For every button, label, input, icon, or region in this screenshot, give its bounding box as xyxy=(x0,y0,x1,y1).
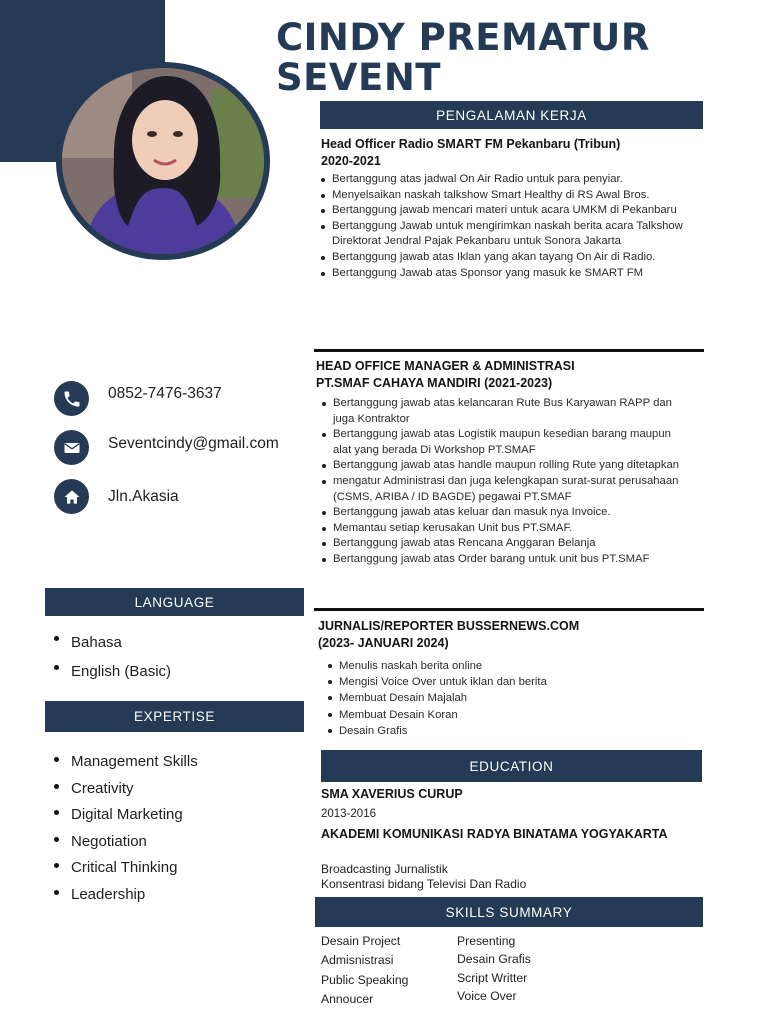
job-1-title: Head Officer Radio SMART FM Pekanbaru (Tribun) xyxy=(321,137,621,151)
list-item: Bertanggung jawab atas Iklan yang akan tayang On Air di Radio. xyxy=(319,250,699,266)
list-item: Admisnistrasi xyxy=(321,953,394,968)
experience-section-header: PENGALAMAN KERJA xyxy=(320,101,703,129)
list-item: Public Speaking xyxy=(321,972,409,987)
school-1-years: 2013-2016 xyxy=(321,808,376,820)
job-1-heading xyxy=(321,136,711,170)
list-item: Bertanggung Jawab atas Sponsor yang masuk ke SMART FM xyxy=(319,266,699,282)
skills-section-header: SKILLS SUMMARY xyxy=(315,897,703,927)
email-icon xyxy=(54,430,89,465)
list-item: Bahasa xyxy=(52,628,171,657)
list-item: Bertanggung jawab atas kelancaran Rute Bus Karyawan RAPP dan juga Kontraktor xyxy=(320,396,692,427)
home-icon xyxy=(54,479,89,514)
job-3-title: JURNALIS/REPORTER BUSSERNEWS.COM xyxy=(318,619,580,633)
list-item: Bertanggung Jawab untuk mengirimkan naskah berita acara Talkshow Direktorat Jendral Pajak Pekanbaru untuk Sonora Jakarta xyxy=(319,219,699,250)
list-item: Annoucer xyxy=(321,991,374,1006)
phone-number: 0852-7476-3637 xyxy=(108,385,222,402)
list-item: Negotiation xyxy=(52,829,198,856)
list-item: mengatur Administrasi dan juga kelengkapan surat-surat perusahaan (CSMS, ARIBA / ID BAGDE) pegawai PT.SMAF xyxy=(320,474,692,505)
list-item: Bertanggung jawab atas Logistik maupun kesedian barang maupun alat yang berada Di Workshop PT.SMAF xyxy=(320,427,692,458)
job-3-period: (2023- JANUARI 2024) xyxy=(318,636,449,650)
job-2-title: HEAD OFFICE MANAGER & ADMINISTRASI xyxy=(316,359,575,373)
school-2-program: Broadcasting Jurnalistik xyxy=(321,862,448,876)
skills-column-1 xyxy=(321,932,408,1009)
list-item: Membuat Desain Koran xyxy=(326,707,696,723)
job-3-duties xyxy=(326,658,696,739)
list-item: Bertanggung jawab atas Order barang untuk unit bus PT.SMAF xyxy=(320,552,692,568)
education-section-header: EDUCATION xyxy=(321,750,702,782)
list-item: Bertanggung jawab mencari materi untuk acara UMKM di Pekanbaru xyxy=(319,203,699,219)
profile-photo xyxy=(62,68,264,254)
expertise-list xyxy=(52,749,198,909)
experience-divider-2 xyxy=(314,608,704,611)
list-item: Menulis naskah berita online xyxy=(326,658,696,674)
job-1-duties xyxy=(319,172,699,281)
list-item: Digital Marketing xyxy=(52,802,198,829)
name-line-2: SEVENT xyxy=(276,56,442,99)
list-item: Script Writter xyxy=(457,970,528,985)
job-2-heading xyxy=(316,358,706,392)
list-item: Desain Project xyxy=(321,934,401,948)
list-item: Menyelsaikan naskah talkshow Smart Healthy di RS Awal Bros. xyxy=(319,188,699,204)
list-item: Bertanggung jawab atas keluar dan masuk nya Invoice. xyxy=(320,505,692,521)
school-2-concentration: Konsentrasi bidang Televisi Dan Radio xyxy=(321,877,527,891)
candidate-name xyxy=(276,18,746,98)
list-item: Critical Thinking xyxy=(52,855,198,882)
list-item: Mengisi Voice Over untuk iklan dan berita xyxy=(326,674,696,690)
list-item: Bertanggung atas jadwal On Air Radio untuk para penyiar. xyxy=(319,172,699,188)
phone-icon xyxy=(54,381,89,416)
job-3-heading xyxy=(318,618,708,652)
skills-column-2 xyxy=(457,932,531,1005)
school-1-name: SMA XAVERIUS CURUP xyxy=(321,787,463,801)
experience-divider-1 xyxy=(314,349,704,352)
list-item: Voice Over xyxy=(457,988,517,1003)
list-item: Memantau setiap kerusakan Unit bus PT.SMAF. xyxy=(320,521,692,537)
home-address: Jln.Akasia xyxy=(108,488,179,505)
list-item: Bertanggung jawab atas Rencana Anggaran Belanja xyxy=(320,536,692,552)
list-item: Membuat Desain Majalah xyxy=(326,690,696,706)
name-line-1: CINDY PREMATUR xyxy=(276,16,650,59)
language-list xyxy=(52,628,171,686)
list-item: Desain Grafis xyxy=(457,952,531,967)
list-item: Management Skills xyxy=(52,749,198,776)
list-item: Creativity xyxy=(52,776,198,803)
email-address: Seventcindy@gmail.com xyxy=(108,435,279,452)
expertise-section-header: EXPERTISE xyxy=(45,701,304,732)
job-2-period: PT.SMAF CAHAYA MANDIRI (2021-2023) xyxy=(316,376,553,390)
list-item: Presenting xyxy=(457,934,516,948)
list-item: Bertanggung jawab atas handle maupun rolling Rute yang ditetapkan xyxy=(320,458,692,474)
job-1-period: 2020-2021 xyxy=(321,154,381,168)
school-2-name: AKADEMI KOMUNIKASI RADYA BINATAMA YOGYAKARTA xyxy=(321,827,668,841)
job-2-duties xyxy=(320,396,692,568)
language-section-header: LANGUAGE xyxy=(45,588,304,616)
list-item: Desain Grafis xyxy=(326,723,696,739)
list-item: Leadership xyxy=(52,882,198,909)
list-item: English (Basic) xyxy=(52,657,171,686)
